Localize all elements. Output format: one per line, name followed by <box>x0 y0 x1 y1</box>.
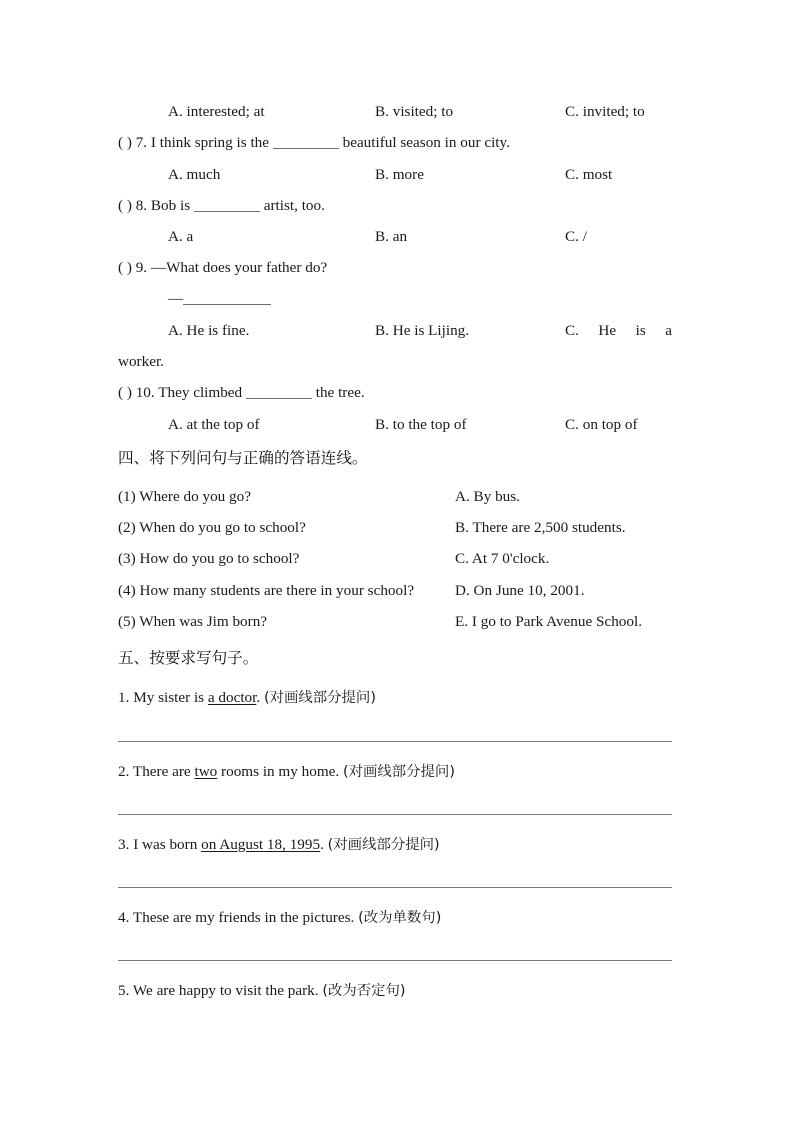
option-c: C. invited; to <box>565 103 645 120</box>
sentence-pre: 4. These are my friends in the pictures. <box>118 909 359 926</box>
question-stem-7-before: ( ) 7. I think spring is the <box>118 134 270 151</box>
worksheet-page <box>118 0 672 1122</box>
question-stem-7-after: beautiful season in our city. <box>342 134 510 151</box>
blank-line-q8[interactable] <box>194 211 260 212</box>
match-row <box>118 581 672 601</box>
question-stem-8-after: artist, too. <box>263 197 325 214</box>
option-a: A. at the top of <box>168 416 260 433</box>
match-question[interactable]: (3) How do you go to school? <box>118 550 300 567</box>
sentence-underlined: a doctor <box>207 689 257 706</box>
sentence-pre: 1. My sister is <box>118 689 208 706</box>
option-c-part: C. <box>565 322 579 339</box>
match-answer[interactable]: E. I go to Park Avenue School. <box>455 613 643 630</box>
match-row <box>118 549 672 569</box>
question-stem-9-before: ( ) 9. —What does your father do? <box>118 259 328 276</box>
answer-rule[interactable] <box>118 741 672 742</box>
match-row <box>118 487 672 507</box>
option-b: B. more <box>375 166 424 183</box>
option-c: C. most <box>565 166 613 183</box>
option-a: A. much <box>168 166 221 183</box>
write-sentence-item <box>118 688 672 708</box>
option-b: B. visited; to <box>375 103 454 120</box>
sentence-instruction: (对画线部分提问) <box>327 837 440 853</box>
write-sentence-item <box>118 981 672 1001</box>
match-question[interactable]: (5) When was Jim born? <box>118 613 268 630</box>
option-c: C. / <box>565 228 587 245</box>
question-stem-10-after: the tree. <box>315 384 365 401</box>
section-four-heading: 四、将下列问句与正确的答语连线。 <box>118 449 368 467</box>
section-five-heading: 五、按要求写句子。 <box>118 649 259 667</box>
option-c-overflow-line: worker. <box>118 353 164 370</box>
match-answer[interactable]: D. On June 10, 2001. <box>455 582 585 599</box>
sentence-pre: 3. I was born <box>118 836 202 853</box>
option-c-part: a <box>665 322 672 339</box>
blank-line-q7[interactable] <box>273 148 339 149</box>
option-b: B. to the top of <box>375 416 467 433</box>
option-row-q10 <box>118 416 672 434</box>
write-sentence-item <box>118 762 672 782</box>
question-stem-10-before: ( ) 10. They climbed <box>118 384 243 401</box>
option-a: A. He is fine. <box>168 322 250 339</box>
option-row-q7 <box>118 166 672 184</box>
write-sentence-item <box>118 908 672 928</box>
match-row <box>118 612 672 632</box>
option-c-part: He <box>598 322 617 339</box>
match-row <box>118 518 672 538</box>
sentence-post: . <box>320 836 328 853</box>
sentence-post: . <box>256 689 264 706</box>
match-question[interactable]: (2) When do you go to school? <box>118 519 306 536</box>
answer-rule[interactable] <box>118 814 672 815</box>
option-row-q8 <box>118 228 672 246</box>
option-c <box>565 322 672 340</box>
match-answer[interactable]: A. By bus. <box>455 488 520 505</box>
question-stem-10 <box>118 384 672 402</box>
sentence-instruction: (改为单数句) <box>358 910 442 926</box>
match-answer[interactable]: B. There are 2,500 students. <box>455 519 626 536</box>
option-row-q6 <box>118 103 672 121</box>
question-stem-8 <box>118 197 672 215</box>
sentence-instruction: (对画线部分提问) <box>342 764 455 780</box>
answer-rule[interactable] <box>118 960 672 961</box>
sentence-pre: 2. There are <box>118 763 195 780</box>
option-b: B. He is Lijing. <box>375 322 470 339</box>
question-stem-9 <box>118 259 672 277</box>
sentence-instruction: (改为否定句) <box>322 983 406 999</box>
match-answer[interactable]: C. At 7 0'clock. <box>455 550 550 567</box>
sentence-underlined: on August 18, 1995 <box>201 836 321 853</box>
sentence-instruction: (对画线部分提问) <box>263 690 376 706</box>
option-c: C. on top of <box>565 416 638 433</box>
sentence-underlined: two <box>194 763 218 780</box>
answer-rule[interactable] <box>118 887 672 888</box>
match-question[interactable]: (1) Where do you go? <box>118 488 251 505</box>
option-a: A. a <box>168 228 194 245</box>
answer-blank-row-q9 <box>118 290 722 308</box>
option-a: A. interested; at <box>168 103 265 120</box>
blank-line-q9-answer[interactable] <box>183 304 271 305</box>
option-b: B. an <box>375 228 408 245</box>
option-row-q9 <box>118 322 672 340</box>
sentence-pre: 5. We are happy to visit the park. <box>118 982 323 999</box>
blank-line-q10[interactable] <box>246 398 312 399</box>
write-sentence-item <box>118 835 672 855</box>
question-stem-7 <box>118 134 672 152</box>
question-stem-8-before: ( ) 8. Bob is <box>118 197 191 214</box>
dash-mark: — <box>168 290 184 307</box>
option-c-part: is <box>635 322 646 339</box>
match-question[interactable]: (4) How many students are there in your school? <box>118 582 415 599</box>
sentence-post: rooms in my home. <box>217 763 343 780</box>
